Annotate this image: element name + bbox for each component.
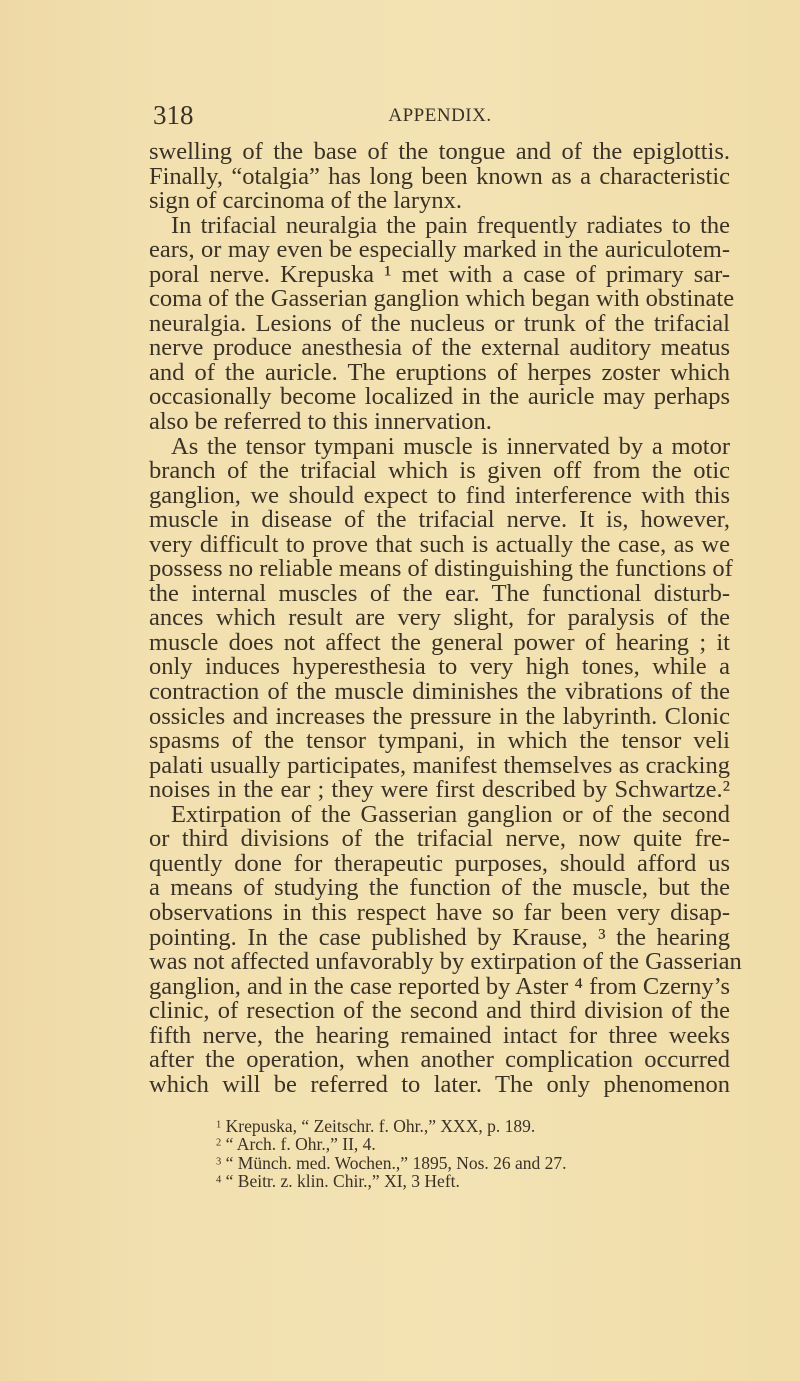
- footnote-marker: 2: [216, 1137, 222, 1149]
- footnote: [216, 1172, 736, 1190]
- text-line: swelling of the base of the tongue and of the epiglottis.: [149, 138, 730, 165]
- text-line: noises in the ear ; they were first described by Schwartze.²: [149, 776, 730, 804]
- text-line: very difficult to prove that such is actually the case, as we: [149, 530, 730, 558]
- text-line: only induces hyperesthesia to very high tones, while a: [149, 653, 730, 681]
- text-line: and of the auricle. The eruptions of herpes zoster which: [149, 358, 730, 386]
- text-line: ances which result are very slight, for paralysis of the: [149, 604, 730, 632]
- body-text: [149, 138, 742, 1098]
- text-line: quently done for therapeutic purposes, should afford us: [149, 849, 730, 877]
- text-line: Finally, “otalgia” has long been known as a characteristic: [149, 162, 730, 190]
- text-line: or third divisions of the trifacial nerve, now quite fre-: [149, 825, 730, 853]
- footnote-marker: 4: [216, 1174, 222, 1186]
- text-line: the internal muscles of the ear. The functional disturb-: [149, 579, 730, 607]
- footnote: [216, 1117, 736, 1135]
- text-line: which will be referred to later. The only phenomenon: [149, 1070, 730, 1098]
- text-line: nerve produce anesthesia of the external auditory meatus: [149, 334, 730, 362]
- text-line: ossicles and increases the pressure in the labyrinth. Clonic: [149, 702, 730, 730]
- text-line: ganglion, and in the case reported by Aster ⁴ from Czerny’s: [149, 972, 730, 1000]
- text-line: coma of the Gasserian ganglion which began with obstinate: [149, 285, 735, 313]
- text-line: was not affected unfavorably by extirpation of the Gasserian: [149, 948, 742, 976]
- text-line: In trifacial neuralgia the pain frequently radiates to the: [171, 211, 730, 239]
- footnote: [216, 1154, 736, 1172]
- text-line: occasionally become localized in the auricle may perhaps: [149, 383, 730, 411]
- text-line: branch of the trifacial which is given off from the otic: [149, 457, 730, 485]
- text-line: muscle in disease of the trifacial nerve. It is, however,: [149, 506, 730, 534]
- text-line: As the tensor tympani muscle is innervated by a motor: [171, 432, 730, 460]
- text-line: sign of carcinoma of the larynx.: [149, 187, 462, 215]
- text-line: observations in this respect have so far been very disap-: [149, 898, 730, 926]
- text-line: also be referred to this innervation.: [149, 408, 492, 436]
- text-line: ears, or may even be especially marked in the auriculotem-: [149, 236, 730, 264]
- footnote-marker: 3: [216, 1155, 222, 1167]
- running-head: APPENDIX.: [388, 105, 492, 126]
- page-number: 318: [153, 100, 194, 130]
- text-line: pointing. In the case published by Krause, ³ the hearing: [149, 923, 730, 951]
- text-line: possess no reliable means of distinguishing the functions of: [149, 555, 733, 583]
- text-line: fifth nerve, the hearing remained intact for three weeks: [149, 1021, 730, 1049]
- page-header: [150, 100, 730, 130]
- footnote: [216, 1135, 736, 1153]
- text-line: after the operation, when another complication occurred: [149, 1046, 730, 1074]
- text-line: palati usually participates, manifest themselves as cracking: [149, 751, 730, 779]
- footnote-text: “ Beitr. z. klin. Chir.,” XI, 3 Heft.: [225, 1170, 460, 1191]
- text-line: Extirpation of the Gasserian ganglion or of the second: [171, 800, 730, 828]
- text-line: muscle does not affect the general power of hearing ; it: [149, 628, 730, 656]
- footnote-text: “ Arch. f. Ohr.,” II, 4.: [225, 1134, 376, 1155]
- footnote-text: “ Münch. med. Wochen.,” 1895, Nos. 26 and 27.: [225, 1152, 567, 1173]
- footnote-text: Krepuska, “ Zeitschr. f. Ohr.,” XXX, p. 189.: [225, 1116, 536, 1136]
- text-line: poral nerve. Krepuska ¹ met with a case of primary sar-: [149, 260, 730, 288]
- text-line: neuralgia. Lesions of the nucleus or trunk of the trifacial: [149, 309, 730, 337]
- text-line: contraction of the muscle diminishes the vibrations of the: [149, 678, 730, 706]
- footnotes: [216, 1117, 736, 1190]
- text-line: a means of studying the function of the muscle, but the: [149, 874, 730, 902]
- text-line: clinic, of resection of the second and third division of the: [149, 997, 730, 1025]
- footnote-marker: 1: [216, 1119, 222, 1131]
- text-line: ganglion, we should expect to find interference with this: [149, 481, 730, 509]
- text-line: spasms of the tensor tympani, in which the tensor veli: [149, 727, 730, 755]
